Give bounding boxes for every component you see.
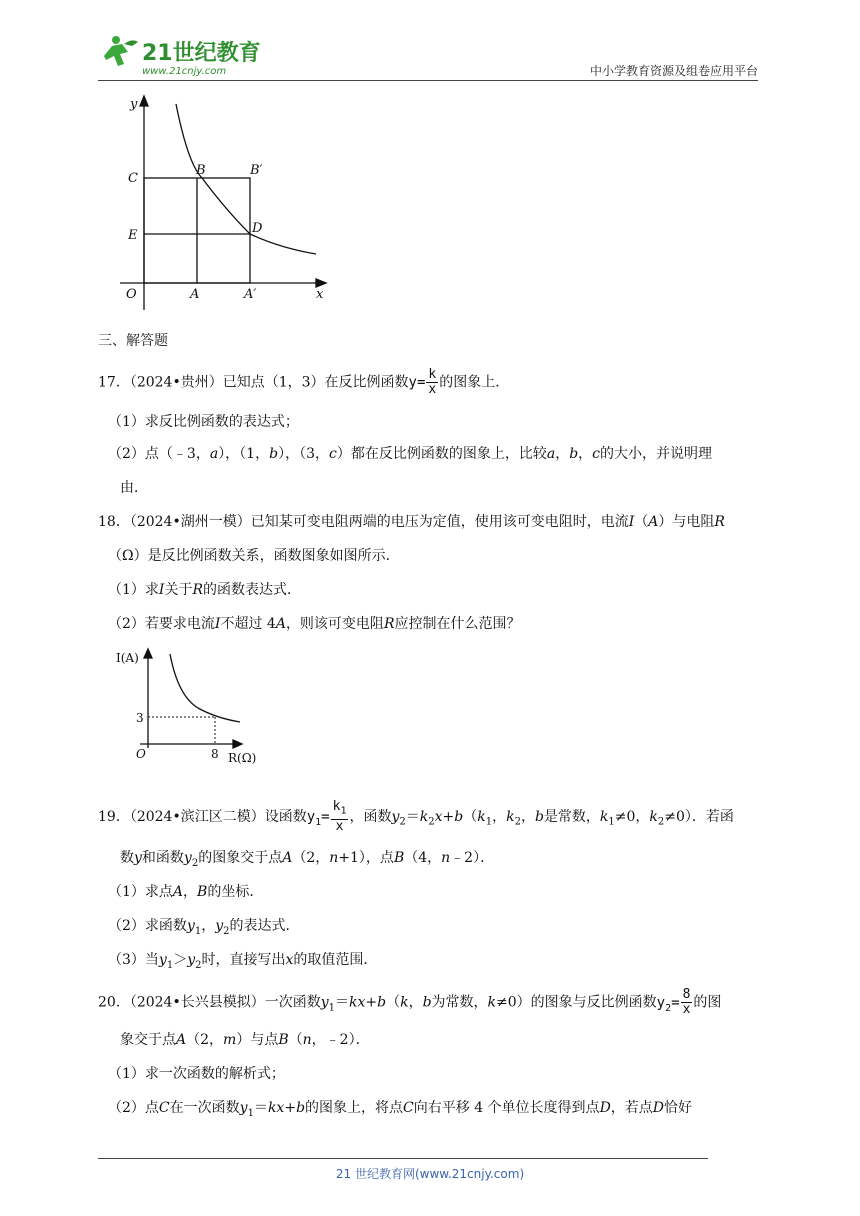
- label-C: C: [128, 171, 138, 186]
- q20-fraction: $\frac{8}{x}$: [682, 987, 691, 1017]
- q20-part2: （2）点C在一次函数$y_1=kx+b$的图象上，将点C向右平移 4 个单位长度得到点D，若点D恰好: [108, 1100, 693, 1119]
- q18-stem-line2: （Ω）是反比例函数关系，函数图象如图所示．: [108, 548, 400, 564]
- q18-part1: （1）求I关于R的函数表达式．: [108, 582, 301, 598]
- x-axis-arrow: [316, 279, 326, 287]
- q17-part1: （1）求反比例函数的表达式；: [108, 414, 299, 430]
- label-A-prime: A′: [244, 287, 257, 302]
- footer-divider: [98, 1158, 708, 1159]
- page-header: [98, 30, 758, 82]
- q19-stem-line1: 19．（2024•滨江区二模）设函数$y_1=$ $\frac{k_1}{x}$ ，函数$y_2=k_2x+b(k_1$，$k_2$，b是常数，$k_1\ne 0$，$k_2\ne 0$）．若函: [98, 799, 734, 834]
- graph-x-tick: 8: [211, 747, 219, 761]
- q19-part1: （1）求点A，B的坐标．: [108, 884, 264, 900]
- site-logo: [98, 30, 268, 80]
- label-x: x: [316, 287, 324, 302]
- graph-xlabel: R(Ω): [228, 751, 257, 765]
- q17-part2-continued: 由．: [120, 480, 148, 496]
- logo-url: www.21cnjy.com: [142, 66, 227, 77]
- label-D: D: [252, 221, 263, 236]
- logo-text: 21世纪教育: [142, 41, 261, 66]
- footer-text[interactable]: 21 世纪教育网(www.21cnjy.com): [335, 1167, 525, 1181]
- runner-icon: [104, 36, 138, 66]
- q19-stem-line2: 数y和函数$y_2$的图象交于点A（2，n+1），点B（4，n﹣2）．: [120, 850, 495, 869]
- label-O: O: [126, 287, 137, 302]
- y-axis-arrow: [140, 96, 148, 106]
- graph-origin: O: [136, 747, 146, 761]
- graph-y-tick: 3: [136, 711, 144, 725]
- figure-hyperbola-rectangles: [110, 92, 340, 314]
- q17-stem: 17．（2024•贵州）已知点（1，3）在反比例函数y= $\frac{k}{x}$ 的图象上．: [98, 367, 510, 397]
- q18-stem-line1: 18．（2024•湖州一模）已知某可变电阻两端的电压为定值，使用该可变电阻时，电流I（A）与电阻R: [98, 514, 725, 530]
- section-title: 三、解答题: [98, 333, 168, 349]
- q17-fraction: $\frac{k}{x}$: [428, 367, 437, 397]
- header-title: 中小学教育资源及组卷应用平台: [589, 64, 758, 78]
- label-E: E: [128, 228, 138, 243]
- q17-part2: （2）点（﹣3，a），（1，b），（3，c）都在反比例函数的图象上，比较a，b，c的大小，并说明理: [108, 446, 713, 462]
- label-B: B: [196, 163, 206, 178]
- figure-current-resistance-graph: [112, 644, 262, 766]
- label-B-prime: B′: [250, 163, 263, 178]
- header-divider: [98, 80, 758, 81]
- q20-part1: （1）求一次函数的解析式；: [108, 1066, 285, 1082]
- q19-part3: （3）当$y_1>y_2$时，直接写出x的取值范围．: [108, 952, 378, 971]
- q20-stem-line1: 20．（2024•长兴县模拟）一次函数$y_1=kx+b(k$，b为常数，k≠0）的图象与反比例函数$y_2=$ $\frac{8}{x}$ 的图: [98, 987, 722, 1017]
- q20-stem-line2: 象交于点A（2，m）与点B（n，﹣2）．: [120, 1032, 370, 1048]
- graph-ylabel: I(A): [116, 651, 139, 665]
- q19-part2: （2）求函数$y_1$，$y_2$的表达式．: [108, 918, 300, 937]
- q19-fraction: $\frac{k_1}{x}$: [332, 799, 347, 834]
- graph-curve: [170, 654, 240, 722]
- graph-x-arrow: [233, 740, 242, 748]
- label-y: y: [130, 97, 138, 112]
- graph-y-arrow: [144, 649, 152, 658]
- label-A: A: [190, 287, 200, 302]
- q18-part2: （2）若要求电流I不超过 4A，则该可变电阻R应控制在什么范围？: [108, 616, 521, 632]
